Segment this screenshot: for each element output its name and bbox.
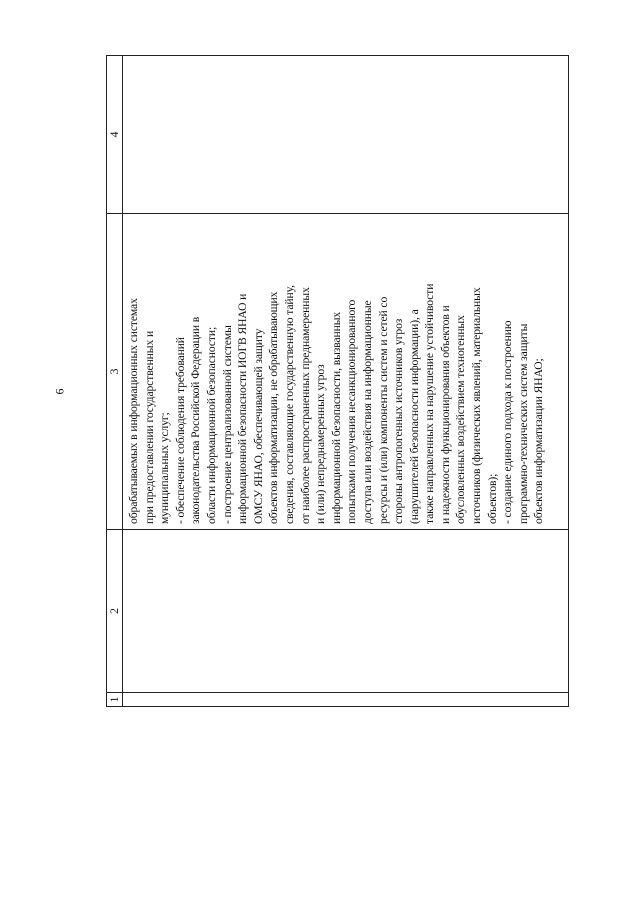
text-line: - построение централизованной системы (220, 325, 234, 524)
text-line: доступа или воздействия на информационные (360, 300, 374, 524)
table-header-row (107, 56, 123, 707)
text-line: ресурсы и (или) компоненты систем и сетей со (376, 296, 390, 524)
header-col-2: 2 (107, 530, 123, 693)
text-line: ОМСУ ЯНАО, обеспечивающей защиту (251, 328, 265, 524)
header-col-1: 1 (107, 693, 123, 707)
cell-col-3 (123, 214, 569, 530)
text-line: также направленных на нарушение устойчивости (423, 283, 437, 524)
text-line: обусловленных воздействием техногенных (454, 315, 468, 524)
text-line: законодательства Российской Федерации в (189, 316, 203, 524)
text-line: (нарушителей безопасности информации), а (407, 309, 421, 524)
text-line: стороны антропогенных источников угроз (392, 318, 406, 524)
text-line: муниципальных услуг; (158, 412, 172, 524)
header-col-3: 3 (107, 214, 123, 530)
text-line: и (или) непреднамеренных угроз (314, 364, 328, 524)
page-number: 6 (52, 388, 67, 395)
cell-col-4 (123, 56, 569, 214)
header-col-4: 4 (107, 56, 123, 214)
text-line: информационной безопасности, вызванных (329, 311, 343, 524)
text-line: от наиболее распространенных преднамеренных (298, 287, 312, 524)
text-line: обрабатываемых в информационных системах (127, 298, 140, 524)
document-table (106, 55, 569, 707)
text-line: программно-технических систем защиты (516, 323, 530, 524)
cell-col-2 (123, 530, 569, 693)
col-3-text-block (123, 214, 547, 529)
text-line: и надежности функционирования объектов и (438, 305, 452, 524)
text-line: объектов информатизации, не обрабатывающих (267, 291, 281, 524)
text-line: объектов); (485, 473, 499, 524)
text-line: информационной безопасности ИОГВ ЯНАО и (236, 293, 250, 524)
table-row (123, 56, 569, 707)
text-line: при предоставлении государственных и (142, 330, 156, 524)
text-line: источников (физических явлений, материальных (470, 287, 484, 524)
text-line: объектов информатизации ЯНАО; (532, 358, 546, 524)
text-line: - обеспечение соблюдения требований (173, 337, 187, 524)
text-line: - создание единого подхода к построению (501, 320, 515, 524)
rotated-table-container (106, 55, 569, 707)
text-line: сведения, составляющие государственную тайну, (282, 285, 296, 524)
cell-col-1 (123, 693, 569, 707)
text-line: попытками получения несанкционированного (345, 299, 359, 524)
text-line: области информационной безопасности; (204, 326, 218, 524)
